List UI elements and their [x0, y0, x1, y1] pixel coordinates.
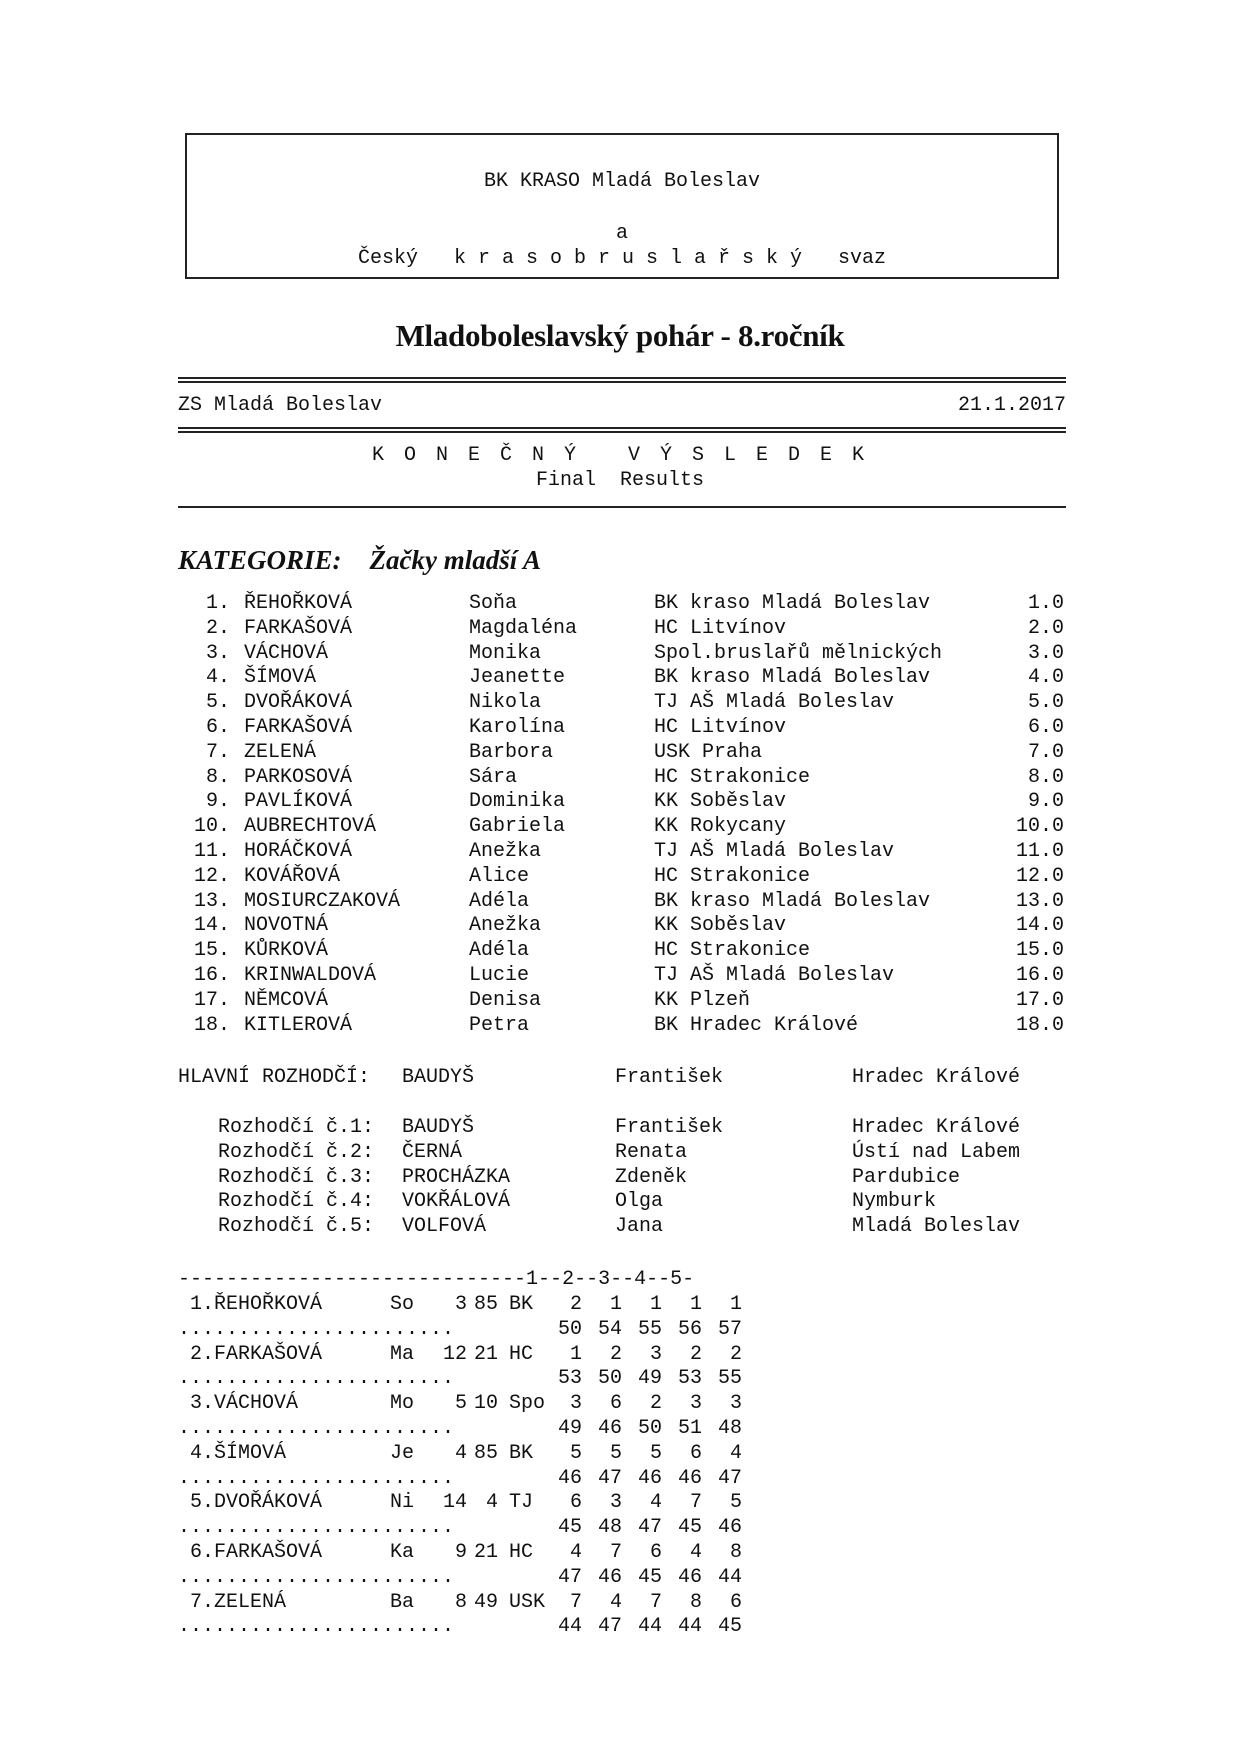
result-row	[0, 665, 1240, 690]
detail-number: 4	[454, 1441, 467, 1465]
referee-label: Rozhodčí č.1:	[218, 1116, 375, 1139]
referee-firstname: Renata	[615, 1140, 688, 1164]
result-row	[0, 715, 1240, 740]
detail-placement: 4	[569, 1541, 582, 1564]
result-rank: 5.	[205, 691, 230, 715]
detail-placement: 3	[609, 1491, 622, 1515]
result-firstname: Adéla	[469, 939, 530, 963]
organizer-name: BK KRASO Mladá Boleslav	[483, 170, 761, 193]
referee-row	[0, 1214, 1240, 1239]
detail-abbr: Ma	[390, 1342, 415, 1366]
detail-score-row	[0, 1515, 1240, 1540]
detail-placement: 5	[609, 1441, 622, 1465]
result-points: 5.0	[1027, 691, 1064, 715]
result-surname: VÁCHOVÁ	[244, 641, 329, 665]
detail-score-row	[0, 1565, 1240, 1590]
result-rank: 9.	[205, 790, 230, 814]
detail-placement: 3	[569, 1392, 582, 1416]
detail-score: 46	[677, 1466, 702, 1490]
result-points: 1.0	[1027, 592, 1064, 615]
detail-score: 48	[717, 1417, 742, 1440]
result-points: 2.0	[1027, 616, 1064, 640]
referee-city: Ústí nad Labem	[852, 1140, 1021, 1164]
result-points: 11.0	[1015, 840, 1064, 863]
detail-placement: 6	[569, 1491, 582, 1515]
result-points: 8.0	[1027, 765, 1064, 789]
detail-row	[0, 1540, 1240, 1565]
detail-placement: 1	[729, 1293, 742, 1316]
result-firstname: Dominika	[469, 790, 566, 814]
detail-score: 53	[557, 1367, 582, 1391]
detail-abbr: Ba	[390, 1590, 415, 1614]
result-row	[0, 963, 1240, 988]
result-surname: PARKOSOVÁ	[244, 765, 353, 789]
detail-number: 5	[454, 1392, 467, 1416]
detail-score: 46	[677, 1565, 702, 1589]
result-firstname: Denisa	[469, 988, 542, 1012]
detail-number: 3	[454, 1293, 467, 1316]
result-surname: AUBRECHTOVÁ	[244, 815, 377, 839]
result-surname: ŠÍMOVÁ	[244, 666, 317, 690]
detail-placement: 2	[649, 1392, 662, 1416]
detail-score: 47	[597, 1615, 622, 1639]
detail-abbr: So	[390, 1293, 415, 1316]
result-surname: KŮRKOVÁ	[244, 939, 329, 963]
category-label: KATEGORIE:	[178, 545, 342, 575]
result-row	[0, 765, 1240, 790]
detail-score: 46	[597, 1565, 622, 1589]
result-row	[0, 889, 1240, 914]
detail-placement: 2	[609, 1342, 622, 1366]
result-firstname: Magdaléna	[469, 616, 578, 640]
result-club: KK Soběslav	[654, 914, 787, 938]
result-rank: 14.	[193, 914, 230, 938]
result-rank: 17.	[193, 988, 230, 1012]
result-row	[0, 740, 1240, 765]
detail-number: 85	[473, 1441, 498, 1465]
result-club: BK kraso Mladá Boleslav	[654, 666, 931, 690]
result-firstname: Soňa	[469, 592, 518, 615]
referee-surname: VOLFOVÁ	[402, 1215, 487, 1239]
detail-placement: 2	[569, 1293, 582, 1316]
detail-score: 47	[637, 1516, 662, 1540]
detail-score-row	[0, 1366, 1240, 1391]
detail-placement: 6	[649, 1541, 662, 1564]
detail-club: BK	[509, 1293, 534, 1316]
detail-number: 8	[454, 1590, 467, 1614]
detail-row	[0, 1590, 1240, 1615]
double-rule	[178, 427, 1066, 433]
result-firstname: Anežka	[469, 840, 542, 863]
result-club: KK Plzeň	[654, 988, 751, 1012]
result-surname: HORÁČKOVÁ	[244, 840, 353, 863]
result-points: 16.0	[1015, 964, 1064, 987]
referee-firstname: Olga	[615, 1190, 664, 1214]
referee-city: Mladá Boleslav	[852, 1215, 1021, 1239]
head-referee-surname: BAUDYŠ	[402, 1066, 475, 1089]
detail-placement: 5	[649, 1441, 662, 1465]
result-row	[0, 814, 1240, 839]
result-club: HC Litvínov	[654, 616, 787, 640]
detail-number: 9	[454, 1541, 467, 1564]
result-surname: NOVOTNÁ	[244, 914, 329, 938]
detail-score: 48	[597, 1516, 622, 1540]
result-club: TJ AŠ Mladá Boleslav	[654, 840, 895, 863]
referee-row	[0, 1115, 1240, 1140]
referee-label: Rozhodčí č.3:	[218, 1165, 375, 1189]
referee-surname: VOKŘÁLOVÁ	[402, 1190, 511, 1214]
result-surname: KITLEROVÁ	[244, 1013, 353, 1037]
detail-score-row	[0, 1416, 1240, 1441]
result-row	[0, 864, 1240, 889]
federation-name: Český k r a s o b r u s l a ř s k ý svaz	[357, 247, 887, 270]
result-points: 13.0	[1015, 889, 1064, 913]
result-firstname: Lucie	[469, 964, 530, 987]
referee-row	[0, 1140, 1240, 1165]
detail-row	[0, 1292, 1240, 1317]
result-row	[0, 789, 1240, 814]
result-row	[0, 988, 1240, 1013]
detail-score: 57	[717, 1317, 742, 1341]
result-club: BK kraso Mladá Boleslav	[654, 592, 931, 615]
detail-number: 14	[442, 1491, 467, 1515]
head-referee-row	[0, 1065, 1240, 1090]
referee-surname: ČERNÁ	[402, 1140, 463, 1164]
detail-number: 21	[473, 1342, 498, 1366]
detail-dots: .......................	[178, 1417, 455, 1440]
detail-name: 2.FARKAŠOVÁ	[190, 1342, 323, 1366]
result-title: K O N E Č N Ý V Ý S L E D E K	[371, 444, 869, 467]
detail-separator: -----------------------------1--2--3--4--5-	[178, 1268, 695, 1291]
referee-row	[0, 1189, 1240, 1214]
referee-surname: BAUDYŠ	[402, 1116, 475, 1139]
result-rank: 13.	[193, 889, 230, 913]
result-firstname: Adéla	[469, 889, 530, 913]
detail-placement: 1	[649, 1293, 662, 1316]
result-rank: 4.	[205, 666, 230, 690]
detail-score: 46	[637, 1466, 662, 1490]
organizer-conjunction: a	[615, 222, 628, 245]
detail-abbr: Je	[390, 1441, 415, 1465]
detail-score: 47	[717, 1466, 742, 1490]
detail-placement: 7	[689, 1491, 702, 1515]
result-row	[0, 616, 1240, 641]
result-surname: FARKAŠOVÁ	[244, 716, 353, 739]
result-surname: NĚMCOVÁ	[244, 988, 329, 1012]
detail-club: HC	[509, 1342, 534, 1366]
category-value: Žačky mladší A	[369, 545, 542, 575]
header-box	[185, 133, 1059, 279]
detail-name: 4.ŠÍMOVÁ	[190, 1441, 287, 1465]
result-points: 17.0	[1015, 988, 1064, 1012]
detail-dots: .......................	[178, 1615, 455, 1639]
detail-club: Spo	[509, 1392, 546, 1416]
result-rank: 10.	[193, 815, 230, 839]
category-heading	[178, 545, 541, 576]
detail-name: 5.DVOŘÁKOVÁ	[190, 1491, 323, 1515]
detail-row	[0, 1342, 1240, 1367]
detail-placement: 3	[689, 1392, 702, 1416]
detail-score: 45	[677, 1516, 702, 1540]
result-rank: 16.	[193, 964, 230, 987]
competition-title: Mladoboleslavský pohár - 8.ročník	[395, 318, 845, 353]
detail-placement: 2	[729, 1342, 742, 1366]
detail-score: 53	[677, 1367, 702, 1391]
detail-score: 45	[557, 1516, 582, 1540]
detail-score: 45	[637, 1565, 662, 1589]
detail-dots: .......................	[178, 1317, 455, 1341]
detail-score: 51	[677, 1417, 702, 1440]
detail-number: 85	[473, 1293, 498, 1316]
single-rule	[178, 506, 1066, 508]
result-firstname: Sára	[469, 765, 518, 789]
result-points: 4.0	[1027, 666, 1064, 690]
referee-row	[0, 1165, 1240, 1190]
detail-placement: 7	[569, 1590, 582, 1614]
detail-club: TJ	[509, 1491, 534, 1515]
referee-firstname: Jana	[615, 1215, 664, 1239]
detail-club: USK	[509, 1590, 546, 1614]
referee-surname: PROCHÁZKA	[402, 1165, 511, 1189]
detail-score: 56	[677, 1317, 702, 1341]
detail-placement: 1	[569, 1342, 582, 1366]
result-surname: DVOŘÁKOVÁ	[244, 691, 353, 715]
detail-number: 4	[485, 1491, 498, 1515]
result-surname: PAVLÍKOVÁ	[244, 790, 353, 814]
result-rank: 18.	[193, 1013, 230, 1037]
detail-placement: 6	[609, 1392, 622, 1416]
result-rank: 12.	[193, 864, 230, 888]
venue: ZS Mladá Boleslav	[178, 394, 383, 417]
referee-label: Rozhodčí č.5:	[218, 1215, 375, 1239]
detail-placement: 8	[689, 1590, 702, 1614]
detail-placement: 5	[569, 1441, 582, 1465]
detail-placement: 8	[729, 1541, 742, 1564]
detail-score: 46	[557, 1466, 582, 1490]
detail-dots: .......................	[178, 1516, 455, 1540]
result-surname: KRINWALDOVÁ	[244, 964, 377, 987]
result-club: BK Hradec Králové	[654, 1013, 859, 1037]
detail-dots: .......................	[178, 1466, 455, 1490]
result-rank: 1.	[205, 592, 230, 615]
result-rank: 8.	[205, 765, 230, 789]
referee-city: Nymburk	[852, 1190, 937, 1214]
result-firstname: Karolína	[469, 716, 566, 739]
detail-club: BK	[509, 1441, 534, 1465]
result-surname: MOSIURCZAKOVÁ	[244, 889, 401, 913]
head-referee-firstname: František	[615, 1066, 724, 1089]
detail-name: 3.VÁCHOVÁ	[190, 1392, 299, 1416]
detail-row	[0, 1490, 1240, 1515]
result-surname: ZELENÁ	[244, 740, 317, 764]
result-firstname: Gabriela	[469, 815, 566, 839]
detail-placement: 7	[649, 1590, 662, 1614]
result-points: 18.0	[1015, 1013, 1064, 1037]
detail-score: 50	[557, 1317, 582, 1341]
referee-firstname: Zdeněk	[615, 1165, 688, 1189]
detail-score: 44	[637, 1615, 662, 1639]
result-club: HC Strakonice	[654, 864, 811, 888]
detail-placement: 4	[729, 1441, 742, 1465]
result-points: 12.0	[1015, 864, 1064, 888]
detail-score: 46	[717, 1516, 742, 1540]
result-points: 3.0	[1027, 641, 1064, 665]
referee-label: Rozhodčí č.2:	[218, 1140, 375, 1164]
detail-abbr: Ni	[390, 1491, 415, 1515]
detail-placement: 6	[689, 1441, 702, 1465]
detail-score: 44	[717, 1565, 742, 1589]
detail-placement: 5	[729, 1491, 742, 1515]
result-firstname: Nikola	[469, 691, 542, 715]
result-surname: KOVÁŘOVÁ	[244, 864, 341, 888]
detail-placement: 4	[649, 1491, 662, 1515]
result-rank: 15.	[193, 939, 230, 963]
result-club: KK Soběslav	[654, 790, 787, 814]
result-firstname: Alice	[469, 864, 530, 888]
result-row	[0, 690, 1240, 715]
result-points: 15.0	[1015, 939, 1064, 963]
detail-placement: 6	[729, 1590, 742, 1614]
result-row	[0, 913, 1240, 938]
detail-abbr: Ka	[390, 1541, 415, 1564]
result-club: TJ AŠ Mladá Boleslav	[654, 691, 895, 715]
detail-score: 49	[637, 1367, 662, 1391]
detail-score: 55	[637, 1317, 662, 1341]
head-referee-city: Hradec Králové	[852, 1066, 1021, 1089]
result-points: 7.0	[1027, 740, 1064, 764]
result-rank: 2.	[205, 616, 230, 640]
detail-placement: 2	[689, 1342, 702, 1366]
result-subtitle: Final Results	[535, 469, 705, 492]
detail-number: 12	[442, 1342, 467, 1366]
result-club: TJ AŠ Mladá Boleslav	[654, 964, 895, 987]
result-club: HC Litvínov	[654, 716, 787, 739]
detail-row	[0, 1391, 1240, 1416]
detail-placement: 1	[609, 1293, 622, 1316]
referee-city: Hradec Králové	[852, 1116, 1021, 1139]
result-club: HC Strakonice	[654, 765, 811, 789]
result-club: Spol.bruslařů mělnických	[654, 641, 943, 665]
detail-number: 21	[473, 1541, 498, 1564]
result-points: 9.0	[1027, 790, 1064, 814]
detail-score: 50	[597, 1367, 622, 1391]
detail-club: HC	[509, 1541, 534, 1564]
result-row	[0, 1013, 1240, 1038]
detail-dots: .......................	[178, 1367, 455, 1391]
result-points: 6.0	[1027, 716, 1064, 739]
detail-number: 49	[473, 1590, 498, 1614]
detail-name: 7.ZELENÁ	[190, 1590, 287, 1614]
result-row	[0, 641, 1240, 666]
result-rank: 7.	[205, 740, 230, 764]
detail-score: 47	[557, 1565, 582, 1589]
detail-placement: 1	[689, 1293, 702, 1316]
detail-number: 10	[473, 1392, 498, 1416]
detail-dots: .......................	[178, 1565, 455, 1589]
detail-placement: 4	[609, 1590, 622, 1614]
result-points: 14.0	[1015, 914, 1064, 938]
detail-score-row	[0, 1614, 1240, 1639]
detail-score-row	[0, 1317, 1240, 1342]
detail-name: 1.ŘEHOŘKOVÁ	[190, 1293, 323, 1316]
referee-label: Rozhodčí č.4:	[218, 1190, 375, 1214]
result-points: 10.0	[1015, 815, 1064, 839]
result-rank: 6.	[205, 716, 230, 739]
result-rank: 3.	[205, 641, 230, 665]
result-surname: ŘEHOŘKOVÁ	[244, 592, 353, 615]
result-row	[0, 839, 1240, 864]
detail-name: 6.FARKAŠOVÁ	[190, 1541, 323, 1564]
detail-score: 47	[597, 1466, 622, 1490]
detail-placement: 4	[689, 1541, 702, 1564]
result-row	[0, 938, 1240, 963]
result-club: BK kraso Mladá Boleslav	[654, 889, 931, 913]
detail-placement: 3	[649, 1342, 662, 1366]
detail-placement: 7	[609, 1541, 622, 1564]
result-firstname: Monika	[469, 641, 542, 665]
detail-score: 44	[557, 1615, 582, 1639]
detail-score: 45	[717, 1615, 742, 1639]
detail-score-row	[0, 1466, 1240, 1491]
result-club: USK Praha	[654, 740, 763, 764]
detail-score: 50	[637, 1417, 662, 1440]
detail-abbr: Mo	[390, 1392, 415, 1416]
result-surname: FARKAŠOVÁ	[244, 616, 353, 640]
result-firstname: Jeanette	[469, 666, 566, 690]
event-date: 21.1.2017	[957, 394, 1066, 417]
detail-score: 44	[677, 1615, 702, 1639]
result-firstname: Anežka	[469, 914, 542, 938]
detail-score: 54	[597, 1317, 622, 1341]
referee-city: Pardubice	[852, 1165, 961, 1189]
result-club: HC Strakonice	[654, 939, 811, 963]
result-row	[0, 591, 1240, 616]
result-rank: 11.	[193, 840, 230, 863]
detail-score: 55	[717, 1367, 742, 1391]
detail-placement: 3	[729, 1392, 742, 1416]
result-firstname: Barbora	[469, 740, 554, 764]
detail-row	[0, 1441, 1240, 1466]
double-rule	[178, 377, 1066, 383]
head-referee-label: HLAVNÍ ROZHODČÍ:	[178, 1066, 371, 1089]
result-club: KK Rokycany	[654, 815, 787, 839]
result-firstname: Petra	[469, 1013, 530, 1037]
detail-score: 49	[557, 1417, 582, 1440]
detail-score: 46	[597, 1417, 622, 1440]
referee-firstname: František	[615, 1116, 724, 1139]
